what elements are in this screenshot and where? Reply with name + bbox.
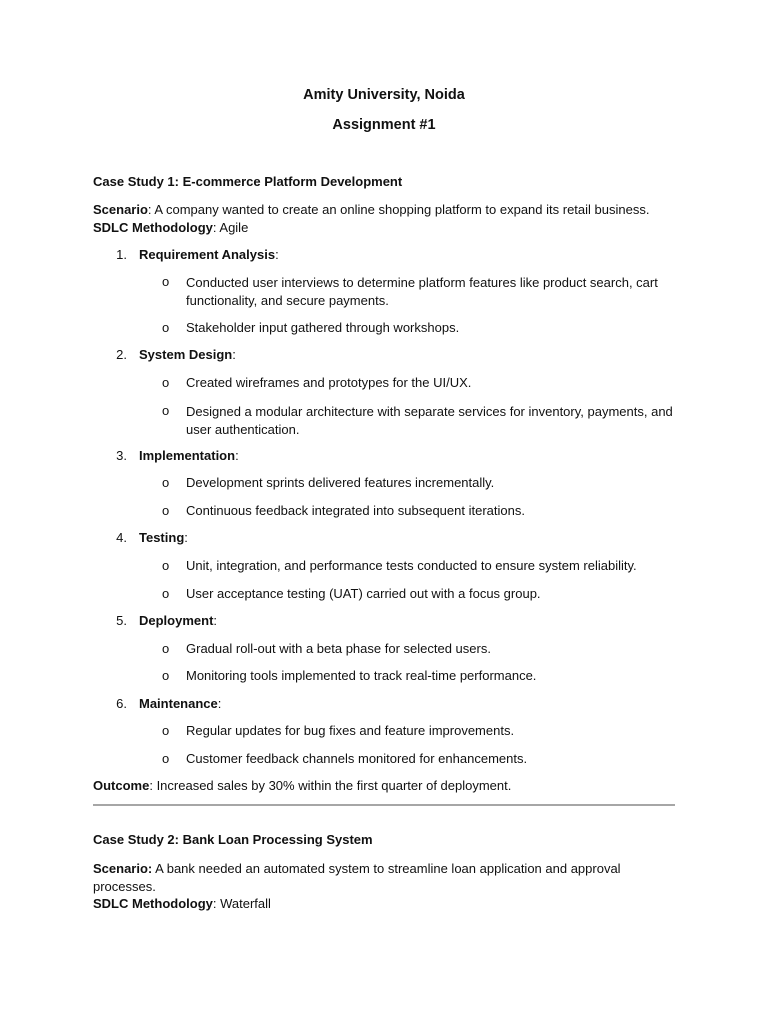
- section-divider: [93, 804, 675, 806]
- case2-scenario-label: Scenario:: [93, 861, 153, 876]
- case2-methodology-label: SDLC Methodology: [93, 896, 213, 911]
- bullet-icon: o: [162, 475, 170, 490]
- phase-1-number: 1.: [116, 247, 127, 262]
- bullet-icon: o: [162, 641, 170, 656]
- case2-scenario-text: A bank needed an automated system to streamline loan application and approval processes.: [93, 861, 621, 894]
- phase-4-number: 4.: [116, 530, 127, 545]
- case1-outcome-label: Outcome: [93, 778, 150, 793]
- phase-1-item-2: Stakeholder input gathered through workshops.: [186, 320, 460, 335]
- case1-methodology-label: SDLC Methodology: [93, 220, 213, 235]
- phase-5-heading: Deployment:: [139, 613, 218, 628]
- university-title: Amity University, Noida: [303, 87, 465, 103]
- phase-4-heading: Testing:: [139, 530, 188, 545]
- case2-methodology-text: : Waterfall: [212, 896, 271, 911]
- case1-methodology-text: : Agile: [212, 220, 249, 235]
- phase-1-item-1: Conducted user interviews to determine platform features like product search, cart functionality, and secure payments.: [186, 275, 658, 308]
- phase-6-item-2: Customer feedback channels monitored for enhancements.: [186, 751, 528, 766]
- bullet-icon: o: [162, 723, 170, 738]
- assignment-title: Assignment #1: [332, 117, 436, 133]
- phase-5-item-1: Gradual roll-out with a beta phase for selected users.: [186, 641, 491, 656]
- case2-heading: Case Study 2: Bank Loan Processing System: [93, 832, 373, 847]
- bullet-icon: o: [162, 320, 170, 335]
- phase-6-item-1: Regular updates for bug fixes and feature improvements.: [186, 723, 515, 738]
- phase-4-item-1: Unit, integration, and performance tests conducted to ensure system reliability.: [186, 558, 637, 573]
- case1-heading: Case Study 1: E-commerce Platform Development: [93, 174, 403, 189]
- case1-methodology: [93, 220, 248, 235]
- case1-scenario-label: Scenario: [93, 202, 148, 217]
- phase-5-item-2: Monitoring tools implemented to track real-time performance.: [186, 668, 537, 683]
- case1-scenario-text: : A company wanted to create an online shopping platform to expand its retail business.: [147, 202, 650, 217]
- bullet-icon: o: [162, 503, 170, 518]
- bullet-icon: o: [162, 274, 170, 289]
- phase-5-number: 5.: [116, 613, 127, 628]
- phase-3-number: 3.: [116, 448, 127, 463]
- bullet-icon: o: [162, 558, 170, 573]
- bullet-icon: o: [162, 751, 170, 766]
- phase-2-item-2: Designed a modular architecture with separate services for inventory, payments, and user authentication.: [186, 404, 673, 437]
- bullet-icon: o: [162, 403, 170, 418]
- case1-outcome: [93, 778, 511, 793]
- case1-outcome-text: : Increased sales by 30% within the first quarter of deployment.: [149, 778, 512, 793]
- case2-methodology: [93, 896, 271, 911]
- bullet-icon: o: [162, 668, 170, 683]
- case2-scenario: [93, 860, 633, 896]
- phase-3-heading: Implementation:: [139, 448, 239, 463]
- phase-3-item-2: Continuous feedback integrated into subsequent iterations.: [186, 503, 525, 518]
- phase-1-heading: Requirement Analysis:: [139, 247, 279, 262]
- bullet-icon: o: [162, 586, 170, 601]
- phase-3-item-1: Development sprints delivered features incrementally.: [186, 475, 495, 490]
- phase-2-heading: System Design:: [139, 347, 236, 362]
- case1-scenario: [93, 202, 649, 217]
- phase-2-number: 2.: [116, 347, 127, 362]
- phase-4-item-2: User acceptance testing (UAT) carried out with a focus group.: [186, 586, 541, 601]
- bullet-icon: o: [162, 375, 170, 390]
- phase-2-item-1: Created wireframes and prototypes for the UI/UX.: [186, 375, 472, 390]
- phase-6-number: 6.: [116, 696, 127, 711]
- phase-6-heading: Maintenance:: [139, 696, 222, 711]
